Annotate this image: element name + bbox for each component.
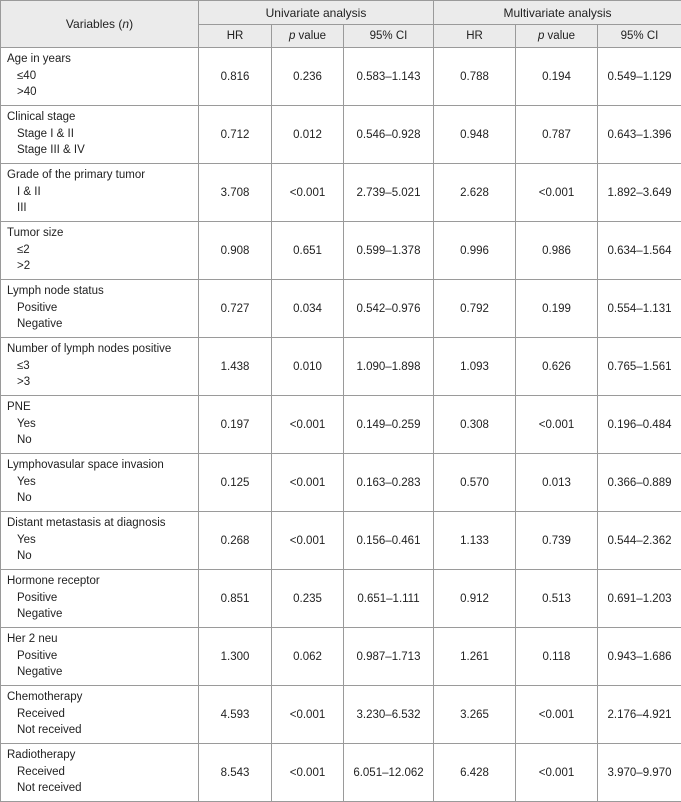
variable-category: Yes [7, 474, 198, 491]
univariate-ci-cell: 2.739–5.021 [344, 164, 434, 222]
multivariate-hr-cell: 0.996 [434, 222, 516, 280]
univariate-ci-cell: 0.599–1.378 [344, 222, 434, 280]
header-row-groups [1, 1, 681, 25]
table-body [1, 48, 681, 802]
variable-category: No [7, 548, 198, 565]
univariate-ci-header: 95% CI [344, 25, 434, 48]
variables-header-label: Variables (n) [66, 17, 133, 31]
table-row [1, 454, 681, 512]
univariate-hr-cell: 3.708 [199, 164, 272, 222]
variable-label: Lymphovasular space invasion [7, 457, 198, 474]
univariate-p-value-cell: 0.236 [272, 48, 344, 106]
table-row [1, 512, 681, 570]
variable-cell [1, 222, 199, 280]
variable-cell [1, 48, 199, 106]
multivariate-ci-cell: 0.765–1.561 [598, 338, 681, 396]
univariate-ci-cell: 6.051–12.062 [344, 744, 434, 802]
univariate-hr-cell: 0.908 [199, 222, 272, 280]
variable-label: Tumor size [7, 225, 198, 242]
variable-category: Positive [7, 300, 198, 317]
table-row [1, 106, 681, 164]
variable-category: Yes [7, 532, 198, 549]
variable-category: Yes [7, 416, 198, 433]
multivariate-ci-cell: 0.943–1.686 [598, 628, 681, 686]
univariate-p-value-cell: <0.001 [272, 164, 344, 222]
variable-category: No [7, 432, 198, 449]
univariate-hr-cell: 4.593 [199, 686, 272, 744]
multivariate-hr-cell: 2.628 [434, 164, 516, 222]
multivariate-ci-header: 95% CI [598, 25, 681, 48]
univariate-hr-cell: 0.125 [199, 454, 272, 512]
univariate-ci-cell: 0.583–1.143 [344, 48, 434, 106]
variable-category: No [7, 490, 198, 507]
variable-cell [1, 628, 199, 686]
variable-category: >2 [7, 258, 198, 275]
multivariate-p-value-cell: 0.194 [516, 48, 598, 106]
univariate-ci-cell: 0.149–0.259 [344, 396, 434, 454]
univariate-hr-cell: 0.268 [199, 512, 272, 570]
multivariate-ci-cell: 0.196–0.484 [598, 396, 681, 454]
multivariate-p-value-cell: 0.739 [516, 512, 598, 570]
table-row [1, 222, 681, 280]
multivariate-p-header: p value [516, 25, 598, 48]
multivariate-hr-cell: 0.570 [434, 454, 516, 512]
table-row [1, 628, 681, 686]
univariate-hr-cell: 0.727 [199, 280, 272, 338]
univariate-hr-cell: 0.712 [199, 106, 272, 164]
table-row [1, 686, 681, 744]
variable-category: I & II [7, 184, 198, 201]
univariate-ci-cell: 0.651–1.111 [344, 570, 434, 628]
variable-label: Age in years [7, 51, 198, 68]
variable-category: >3 [7, 374, 198, 391]
univariate-header: Univariate analysis [199, 1, 434, 25]
univariate-ci-cell: 0.163–0.283 [344, 454, 434, 512]
multivariate-p-value-cell: 0.986 [516, 222, 598, 280]
variable-label: Number of lymph nodes positive [7, 341, 198, 358]
table-row [1, 396, 681, 454]
multivariate-hr-cell: 0.788 [434, 48, 516, 106]
multivariate-p-value-cell: 0.787 [516, 106, 598, 164]
multivariate-hr-cell: 0.308 [434, 396, 516, 454]
univariate-p-value-cell: <0.001 [272, 454, 344, 512]
variable-category: Negative [7, 664, 198, 681]
variable-label: Grade of the primary tumor [7, 167, 198, 184]
variable-cell [1, 280, 199, 338]
univariate-ci-cell: 0.987–1.713 [344, 628, 434, 686]
univariate-hr-cell: 8.543 [199, 744, 272, 802]
variable-category: Not received [7, 780, 198, 797]
univariate-p-value-cell: 0.062 [272, 628, 344, 686]
multivariate-p-value-cell: <0.001 [516, 744, 598, 802]
multivariate-hr-cell: 0.948 [434, 106, 516, 164]
univariate-ci-cell: 0.546–0.928 [344, 106, 434, 164]
variable-category: Not received [7, 722, 198, 739]
variable-label: Her 2 neu [7, 631, 198, 648]
variable-cell [1, 106, 199, 164]
variable-cell [1, 396, 199, 454]
multivariate-p-value-cell: <0.001 [516, 164, 598, 222]
variable-category: ≤40 [7, 68, 198, 85]
multivariate-ci-cell: 0.366–0.889 [598, 454, 681, 512]
multivariate-ci-cell: 0.634–1.564 [598, 222, 681, 280]
univariate-p-header: p value [272, 25, 344, 48]
multivariate-hr-header: HR [434, 25, 516, 48]
multivariate-hr-cell: 1.133 [434, 512, 516, 570]
univariate-p-value-cell: <0.001 [272, 744, 344, 802]
variable-category: Received [7, 706, 198, 723]
variable-category: Positive [7, 590, 198, 607]
univariate-p-value-cell: 0.235 [272, 570, 344, 628]
multivariate-p-value-cell: 0.513 [516, 570, 598, 628]
variable-label: Chemotherapy [7, 689, 198, 706]
table-row [1, 744, 681, 802]
variable-cell [1, 338, 199, 396]
multivariate-header: Multivariate analysis [434, 1, 681, 25]
multivariate-hr-cell: 0.912 [434, 570, 516, 628]
univariate-ci-cell: 3.230–6.532 [344, 686, 434, 744]
variable-label: PNE [7, 399, 198, 416]
univariate-p-value-cell: 0.651 [272, 222, 344, 280]
univariate-hr-cell: 0.197 [199, 396, 272, 454]
variable-category: Negative [7, 316, 198, 333]
table-row [1, 338, 681, 396]
multivariate-ci-cell: 1.892–3.649 [598, 164, 681, 222]
table-row [1, 164, 681, 222]
univariate-hr-cell: 1.300 [199, 628, 272, 686]
multivariate-p-value-cell: 0.199 [516, 280, 598, 338]
variable-cell [1, 686, 199, 744]
multivariate-ci-cell: 0.544–2.362 [598, 512, 681, 570]
variable-category: >40 [7, 84, 198, 101]
univariate-p-value-cell: 0.034 [272, 280, 344, 338]
multivariate-hr-cell: 0.792 [434, 280, 516, 338]
variable-cell [1, 744, 199, 802]
variable-label: Clinical stage [7, 109, 198, 126]
multivariate-p-value-cell: 0.118 [516, 628, 598, 686]
variable-label: Radiotherapy [7, 747, 198, 764]
table-row [1, 48, 681, 106]
multivariate-ci-cell: 0.643–1.396 [598, 106, 681, 164]
univariate-ci-cell: 1.090–1.898 [344, 338, 434, 396]
univariate-p-value-cell: 0.010 [272, 338, 344, 396]
variable-category: III [7, 200, 198, 217]
univariate-hr-cell: 0.851 [199, 570, 272, 628]
multivariate-ci-cell: 2.176–4.921 [598, 686, 681, 744]
multivariate-p-value-cell: <0.001 [516, 396, 598, 454]
variable-category: Positive [7, 648, 198, 665]
multivariate-p-value-cell: 0.626 [516, 338, 598, 396]
variables-header [1, 1, 199, 48]
univariate-hr-cell: 1.438 [199, 338, 272, 396]
variable-category: Negative [7, 606, 198, 623]
variable-cell [1, 454, 199, 512]
variable-label: Hormone receptor [7, 573, 198, 590]
multivariate-hr-cell: 1.093 [434, 338, 516, 396]
table-row [1, 570, 681, 628]
multivariate-ci-cell: 0.554–1.131 [598, 280, 681, 338]
univariate-ci-cell: 0.156–0.461 [344, 512, 434, 570]
multivariate-ci-cell: 0.691–1.203 [598, 570, 681, 628]
multivariate-p-value-cell: 0.013 [516, 454, 598, 512]
univariate-ci-cell: 0.542–0.976 [344, 280, 434, 338]
univariate-hr-header: HR [199, 25, 272, 48]
multivariate-ci-cell: 3.970–9.970 [598, 744, 681, 802]
variable-category: Stage III & IV [7, 142, 198, 159]
univariate-p-value-cell: 0.012 [272, 106, 344, 164]
table-row [1, 280, 681, 338]
multivariate-hr-cell: 6.428 [434, 744, 516, 802]
variable-label: Distant metastasis at diagnosis [7, 515, 198, 532]
univariate-p-value-cell: <0.001 [272, 512, 344, 570]
variable-category: Received [7, 764, 198, 781]
variable-label: Lymph node status [7, 283, 198, 300]
multivariate-hr-cell: 1.261 [434, 628, 516, 686]
multivariate-ci-cell: 0.549–1.129 [598, 48, 681, 106]
variable-cell [1, 570, 199, 628]
variable-category: ≤2 [7, 242, 198, 259]
variable-category: ≤3 [7, 358, 198, 375]
univariate-hr-cell: 0.816 [199, 48, 272, 106]
multivariate-p-value-cell: <0.001 [516, 686, 598, 744]
univariate-p-value-cell: <0.001 [272, 396, 344, 454]
variable-cell [1, 512, 199, 570]
univariate-p-value-cell: <0.001 [272, 686, 344, 744]
variable-category: Stage I & II [7, 126, 198, 143]
variable-cell [1, 164, 199, 222]
multivariate-hr-cell: 3.265 [434, 686, 516, 744]
